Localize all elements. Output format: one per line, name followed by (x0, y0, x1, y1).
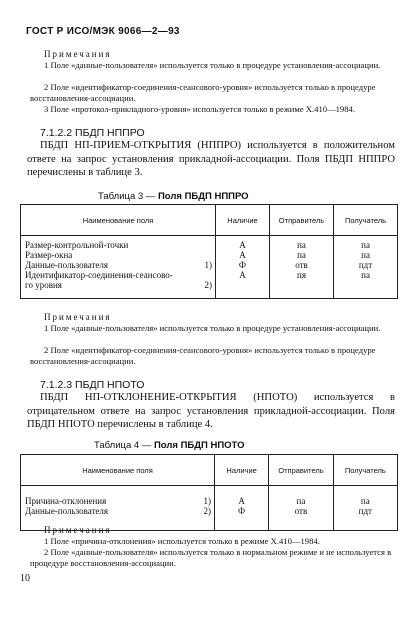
table-header-row (21, 455, 398, 486)
column-header-presence: Наличие (216, 205, 270, 236)
table-row: Идентификатор-соединения-сеансово- (25, 270, 173, 280)
receiver-cell: па пдт (333, 486, 397, 531)
notes-title: Примечания (44, 49, 112, 59)
table-body-row (21, 236, 398, 299)
note-item: 2 Поле «идентификатор-соединения-сеансового-уровня» используется только в процедуре восстановления-ассоциации. (30, 82, 376, 103)
table-body-row (21, 486, 398, 531)
table-row: Размер-контрольной-точки (25, 240, 129, 250)
note-item: 2 Поле «данные-пользователя» используется только в нормальном режиме и не используется в процедуре восстановления-ассоциации. (30, 547, 392, 568)
notes-title: Примечания (44, 525, 112, 535)
column-header-sender: Отправитель (269, 455, 333, 486)
section-heading: 7.1.2.2 ПБДП НППРО (40, 127, 145, 139)
table-3 (20, 204, 398, 299)
page-number: 10 (20, 573, 30, 584)
section-heading: 7.1.2.3 ПБДП НПОТО (40, 379, 145, 391)
table-row: Данные-пользователя 2) (25, 506, 211, 516)
table-row: Размер-окна (25, 250, 73, 260)
note-item: 1 Поле «данные-пользователя» используется только в процедуре установления-ассоциации. (44, 323, 381, 333)
sender-cell: па отв (269, 486, 333, 531)
document-header: ГОСТ Р ИСО/МЭК 9066—2—93 (26, 26, 180, 37)
column-header-name: Наименование поля (21, 455, 215, 486)
table-caption-prefix: Таблица 3 — (98, 191, 156, 202)
table-row: Данные-пользователя 1) (25, 260, 213, 270)
column-header-name: Наименование поля (21, 205, 216, 236)
table-row: го уровня 2) (25, 280, 213, 290)
column-header-receiver: Получатель (334, 205, 398, 236)
field-name-cell (21, 486, 215, 531)
receiver-cell: па па пдт па (334, 236, 398, 299)
note-item: 3 Поле «протокол-прикладного-уровня» используется только в режиме X.410—1984. (44, 104, 355, 114)
column-header-sender: Отправитель (269, 205, 333, 236)
field-name-cell (21, 236, 216, 299)
table-caption (98, 191, 249, 202)
table-header-row (21, 205, 398, 236)
notes-title: Примечания (44, 312, 112, 322)
section-paragraph: ПБДП НП-ОТКЛОНЕНИЕ-ОТКРЫТИЯ (НПОТО) используется в отрицательном ответе на запрос установления прикладной-ассоциации. Поля ПБДП НПОТО перечислены в таблице 4. (27, 392, 395, 431)
table-4 (20, 454, 398, 531)
note-item: 1 Поле «причина-отклонения» используется только в режиме X.410—1984. (44, 536, 320, 546)
section-paragraph: ПБДП НП-ПРИЕМ-ОТКРЫТИЯ (НППРО) используется в положительном ответе на запрос установления прикладной-ассоциации. Поля ПБДП НППРО перечислены в таблице 3. (27, 140, 395, 179)
table-row: Причина-отклонения 1) (25, 496, 211, 506)
sender-cell: па па отв пя (269, 236, 333, 299)
note-item: 2 Поле «идентификатор-соединения-сеансового-уровня» используется только в процедуре восстановления-ассоциации. (30, 345, 376, 366)
presence-cell: А Ф (214, 486, 268, 531)
table-caption-title: Поля ПБДП НПОТО (153, 440, 245, 451)
table-caption-title: Поля ПБДП НППРО (157, 191, 249, 202)
note-item: 1 Поле «данные-пользователя» используется только в процедуре установления-ассоциации. (44, 60, 381, 70)
column-header-presence: Наличие (214, 455, 268, 486)
presence-cell: А А Ф А (216, 236, 270, 299)
table-caption (94, 440, 245, 451)
table-caption-prefix: Таблица 4 — (94, 440, 152, 451)
column-header-receiver: Получатель (333, 455, 397, 486)
